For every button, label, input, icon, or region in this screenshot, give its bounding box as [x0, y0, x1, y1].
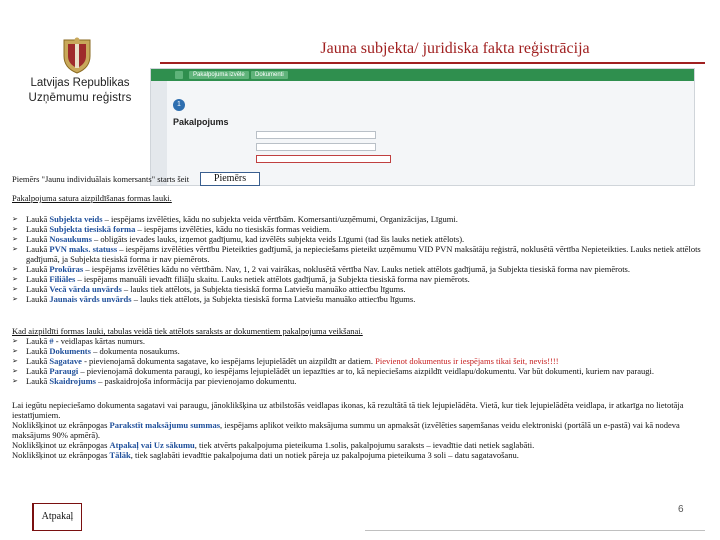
list-item-text: Laukā Dokuments – dokumenta nosaukums.	[26, 346, 180, 356]
arrow-bullet-icon: ➢	[12, 245, 18, 253]
warning-text: Pievienot dokumentus ir iespējams tikai šeit, nevis!!!!	[375, 356, 559, 366]
sign-button-ref: Parakstīt maksājumu summas	[109, 420, 221, 430]
footer-divider	[365, 530, 705, 531]
screenshot-step-number: 1	[173, 99, 185, 111]
arrow-bullet-icon: ➢	[12, 265, 18, 273]
arrow-bullet-icon: ➢	[12, 367, 18, 375]
back-button[interactable]: Atpakaļ	[32, 503, 82, 531]
arrow-bullet-icon: ➢	[12, 235, 18, 243]
list-item	[12, 214, 712, 224]
field-name: Skaidrojums	[49, 376, 96, 386]
arrow-bullet-icon: ➢	[12, 357, 18, 365]
list-item	[12, 264, 712, 274]
list-item-text: Laukā # - veidlapas kārtas numurs.	[26, 336, 145, 346]
screenshot-field-1	[256, 131, 376, 139]
list-item	[12, 234, 712, 244]
arrow-bullet-icon: ➢	[12, 337, 18, 345]
arrow-bullet-icon: ➢	[12, 225, 18, 233]
field-name: Nosaukums	[49, 234, 92, 244]
next-paragraph: Noklikšķinot uz ekrānpogas Tālāk, tiek saglabāti ievadītie pakalpojuma dati un notiek pāreja uz pakalpojuma pieteikuma 3 soli – datu sagatavošanu.	[12, 450, 519, 460]
list-item-text: Laukā Sagatave - pievienojamā dokumenta sagatave, ko iespējams lejupielādēt un aizpildīt ar datiem. Pievienot dokumentus ir iespējams tikai šeit, nevis!!!!	[26, 356, 559, 366]
list-item-text: Laukā Jaunais vārds unvārds – lauks tiek attēlots, ja Subjekta tiesiskā forma Latviešu manuāko attiecību līgums.	[26, 294, 416, 304]
list-item	[12, 346, 712, 356]
list-item-text: Laukā Vecā vārda unvārds – lauks tiek attēlots, ja Subjekta tiesiskā forma Latviešu manuāko attiecību līgums.	[26, 284, 406, 294]
field-name: Subjekta veids	[49, 214, 103, 224]
title-divider	[160, 62, 705, 64]
list-item	[12, 336, 712, 346]
field-name: Subjekta tiesiskā forma	[49, 224, 136, 234]
documents-list	[12, 336, 712, 386]
field-name: Jaunais vārds unvārds	[49, 294, 132, 304]
document-bullets	[12, 336, 712, 386]
org-name-line2: Uzņēmumu reģistrs	[28, 92, 132, 104]
list-item	[12, 274, 712, 284]
list-item-text: Laukā Skaidrojums – paskaidrojoša informācija par pievienojamo dokumentu.	[26, 376, 297, 386]
field-bullets	[12, 214, 712, 304]
list-item-text: Laukā Subjekta veids – iespējams izvēlēties, kādu no subjekta veida vērtībām. Komersanti/uzņēmumi, Organizācijas, Līgumi.	[26, 214, 458, 224]
arrow-bullet-icon: ➢	[12, 275, 18, 283]
list-item	[12, 244, 712, 264]
arrow-bullet-icon: ➢	[12, 215, 18, 223]
list-item	[12, 376, 712, 386]
documents-section-title: Kad aizpildīti formas lauki, tabulas veidā tiek attēlots saraksts ar dokumentiem pakalpojuma veikšanai.	[12, 326, 363, 336]
screenshot-section-title: Pakalpojums	[173, 117, 229, 127]
field-name: Filiāles	[49, 274, 76, 284]
list-item-text: Laukā Nosaukums – obligāts ievades lauks, izņemot gadījumu, kad izvēlēts subjekta veids Līgumi (tad šis lauks netiek attēlots).	[26, 234, 465, 244]
download-paragraph: Lai iegūtu nepieciešamo dokumenta sagatavi vai paraugu, jānoklikšķina uz atbilstošās veidlapas ikonas, kā rezultātā tā tiek lejupielādēta. Vietā, kur tiek lejupielādēta veidlapa, ir atkarīga no lietotāja iestatījumiem.	[12, 400, 684, 420]
back-button-ref: Atpakaļ vai Uz sākumu	[109, 440, 195, 450]
example-button[interactable]: Piemērs	[200, 172, 260, 186]
arrow-bullet-icon: ➢	[12, 377, 18, 385]
embedded-form-screenshot	[150, 68, 695, 186]
list-item-text: Laukā Filiāles – iespējams manuāli ievadīt filiāļu skaitu. Lauks netiek attēlots gadījumā, ja Subjekta tiesiskā forma nav piemērots.	[26, 274, 470, 284]
screenshot-crumb-3: Dokumenti	[251, 71, 288, 79]
list-item	[12, 224, 712, 234]
screenshot-crumb-2: Pakalpojuma izvēle	[189, 71, 249, 79]
screenshot-left-nav	[151, 81, 167, 186]
arrow-bullet-icon: ➢	[12, 295, 18, 303]
intro-text: Pakalpojuma satura aizpildīšanas formas lauki.	[12, 193, 172, 203]
page-title: Jauna subjekta/ juridiska fakta reģistrācija	[320, 40, 590, 57]
field-name: Dokuments	[49, 346, 91, 356]
arrow-bullet-icon: ➢	[12, 285, 18, 293]
logo	[10, 36, 150, 120]
field-name: Vecā vārda unvārds	[49, 284, 122, 294]
arrow-bullet-icon: ➢	[12, 347, 18, 355]
field-name: #	[49, 336, 54, 346]
screenshot-field-3	[256, 155, 391, 163]
list-item-text: Laukā Subjekta tiesiskā forma – iespējams izvēlēties, kādu no tiesiskās formas veidiem.	[26, 224, 332, 234]
next-button-ref: Tālāk	[109, 450, 131, 460]
list-item	[12, 356, 712, 366]
list-item-text: Laukā Prokūras – iespējams izvēlēties kādu no vērtībām. Nav, 1, 2 vai vairākas, noklusētā vērtība Nav. Lauks netiek attēlots gadījumā, ja Subjekta tiesiskā forma nav piemērots.	[26, 264, 630, 274]
sign-paragraph: Noklikšķinot uz ekrānpogas Parakstīt maksājumu summas, iespējams aplikot veikto maksājuma summu un apmaksāt (izvēlēties saņemšanas veidu elektroniski (portālā un e-pastā) vai kā nodeva maksājums 90% apmērā).	[12, 420, 680, 440]
list-item-text: Laukā PVN maks. statuss – iespējams izvēlēties vērtību Pieteikties gadījumā, ja nepieciešams pieteikt uzņēmumu VID PVN maksātāju reģistrā, noklusētā vērtība Nepieteikties. Lauks netiek attēlots gadījumā, ja Subjekta tiesiskā forma ir nav piemērots.	[26, 244, 701, 264]
field-name: Sagatave	[49, 356, 82, 366]
coat-of-arms-icon	[60, 36, 94, 74]
back-paragraph: Noklikšķinot uz ekrānpogas Atpakaļ vai Uz sākumu, tiek atvērts pakalpojuma pieteikuma 1.solis, pakalpojumu saraksts – ievadītie dati netiek saglabāti.	[12, 440, 535, 450]
list-item	[12, 366, 712, 376]
list-item	[12, 284, 712, 294]
list-item-text: Laukā Paraugi – pievienojamā dokumenta paraugi, ko iespējams lejupielādēt un iepazīties ar to, kā nepieciešams aizpildīt veidlapu/dokumentu. Var būt dokumenti, kuriem nav paraugi.	[26, 366, 654, 376]
screenshot-field-2	[256, 143, 376, 151]
field-name: Paraugi	[49, 366, 79, 376]
screenshot-home-crumb	[175, 71, 183, 79]
example-line: Piemērs "Jaunu individuālais komersants" starts šeit	[12, 174, 190, 184]
field-name: Prokūras	[49, 264, 84, 274]
org-name-line1: Latvijas Republikas	[30, 77, 130, 89]
page-number: 6	[678, 504, 684, 515]
field-name: PVN maks. statuss	[49, 244, 118, 254]
field-list	[12, 214, 712, 304]
list-item	[12, 294, 712, 304]
